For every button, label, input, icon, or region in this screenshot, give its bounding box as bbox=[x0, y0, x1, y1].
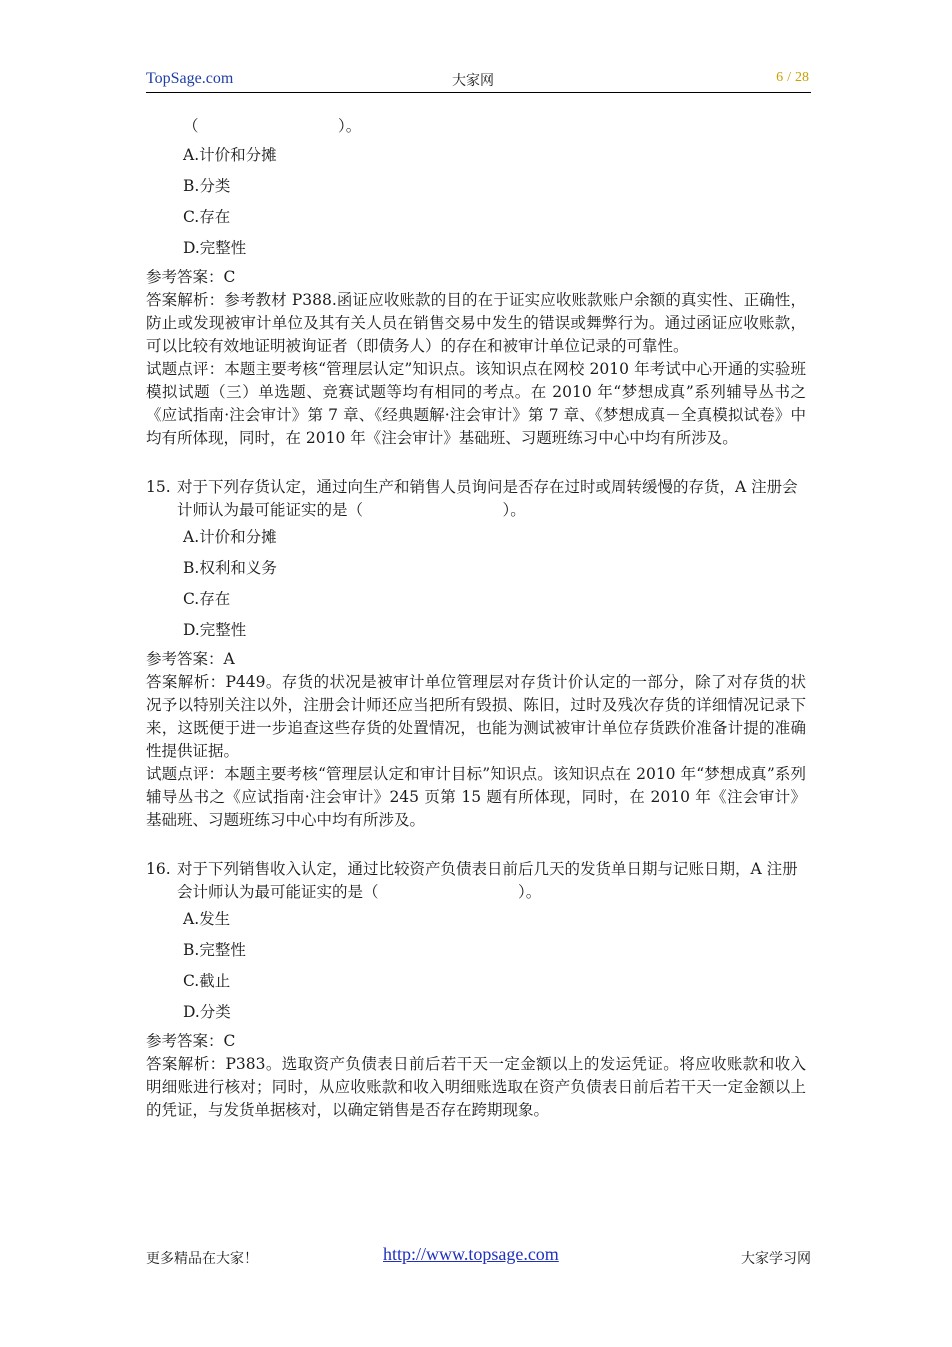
footer-link[interactable]: http://www.topsage.com bbox=[383, 1244, 559, 1264]
page-footer bbox=[146, 1244, 811, 1268]
page-current: 6 bbox=[776, 70, 784, 85]
reference-answer: 参考答案：A bbox=[146, 650, 235, 668]
option-a: A.计价和分摊 bbox=[183, 528, 277, 546]
answer-analysis: 答案解析：P383。选取资产负债表日前后若干天一定金额以上的发运凭证。将应收账款和收入明细账进行核对；同时，从应收账款和收入明细账选取在资产负债表日前后若干天一定金额以上的凭证，与发货单据核对，以确定销售是否存在跨期现象。 bbox=[146, 1055, 806, 1119]
document-body bbox=[146, 112, 806, 1122]
site-name[interactable]: TopSage.com bbox=[146, 70, 234, 87]
question-number: 15. bbox=[146, 478, 171, 496]
question-stem: 对于下列销售收入认定，通过比较资产负债表日前后几天的发货单日期与记账日期，A 注册会计师认为最可能证实的是（ ）。 bbox=[177, 860, 798, 901]
page-header bbox=[146, 70, 811, 93]
reference-answer: 参考答案：C bbox=[146, 1032, 236, 1050]
option-d: D.完整性 bbox=[183, 239, 247, 257]
option-c: C.存在 bbox=[183, 208, 231, 226]
option-c: C.截止 bbox=[183, 972, 231, 990]
option-b: B.分类 bbox=[183, 177, 231, 195]
answer-analysis: 答案解析：参考教材 P388.函证应收账款的目的在于证实应收账款账户余额的真实性、正确性，防止或发现被审计单位及其有关人员在销售交易中发生的错误或舞弊行为。通过函证应收账款，可以比较有效地证明被询证者（即债务人）的存在和被审计单位记录的可靠性。 bbox=[146, 291, 806, 355]
question-16 bbox=[146, 858, 806, 904]
option-d: D.完整性 bbox=[183, 621, 247, 639]
question-number: 16. bbox=[146, 860, 171, 878]
footer-slogan: 更多精品在大家！ bbox=[146, 1251, 258, 1267]
answer-analysis: 答案解析：P449。存货的状况是被审计单位管理层对存货计价认定的一部分，除了对存货的状况予以特别关注以外，注册会计师还应当把所有毁损、陈旧，过时及残次存货的详细情况记录下来，这既便于进一步追查这些存货的处置情况，也能为测试被审计单位存货跌价准备计提的准确性提供证据。 bbox=[146, 673, 806, 760]
reference-answer: 参考答案：C bbox=[146, 268, 236, 286]
question-comment: 试题点评：本题主要考核“管理层认定和审计目标”知识点。该知识点在 2010 年“梦想成真”系列辅导丛书之《应试指南·注会审计》245 页第 15 题有所体现，同时，在 2010 年《注会审计》基础班、习题班练习中心中均有所涉及。 bbox=[146, 765, 806, 829]
question-comment: 试题点评：本题主要考核“管理层认定”知识点。该知识点在网校 2010 年考试中心开通的实验班模拟试题（三）单选题、竞赛试题等均有相同的考点。在 2010 年“梦想成真”系列辅导丛书之《应试指南·注会审计》第 7 章、《经典题解·注会审计》第 7 章、《梦想成真－全真模拟试卷》中均有所体现，同时，在 2010 年《注会审计》基础班、习题班练习中心中均有所涉及。 bbox=[146, 360, 806, 447]
question-15 bbox=[146, 476, 806, 522]
option-b: B.完整性 bbox=[183, 941, 246, 959]
page-total: 28 bbox=[795, 70, 809, 85]
page-indicator bbox=[774, 70, 811, 86]
option-b: B.权利和义务 bbox=[183, 559, 277, 577]
header-center-title: 大家网 bbox=[452, 73, 494, 89]
option-a: A.发生 bbox=[183, 910, 231, 928]
option-c: C.存在 bbox=[183, 590, 231, 608]
question-stem-continued: （ ）。 bbox=[183, 117, 362, 135]
option-d: D.分类 bbox=[183, 1003, 231, 1021]
page-separator: / bbox=[787, 70, 791, 85]
footer-site-name: 大家学习网 bbox=[741, 1251, 811, 1267]
option-a: A.计价和分摊 bbox=[183, 146, 277, 164]
question-stem: 对于下列存货认定，通过向生产和销售人员询问是否存在过时或周转缓慢的存货，A 注册会计师认为最可能证实的是（ ）。 bbox=[177, 478, 798, 519]
